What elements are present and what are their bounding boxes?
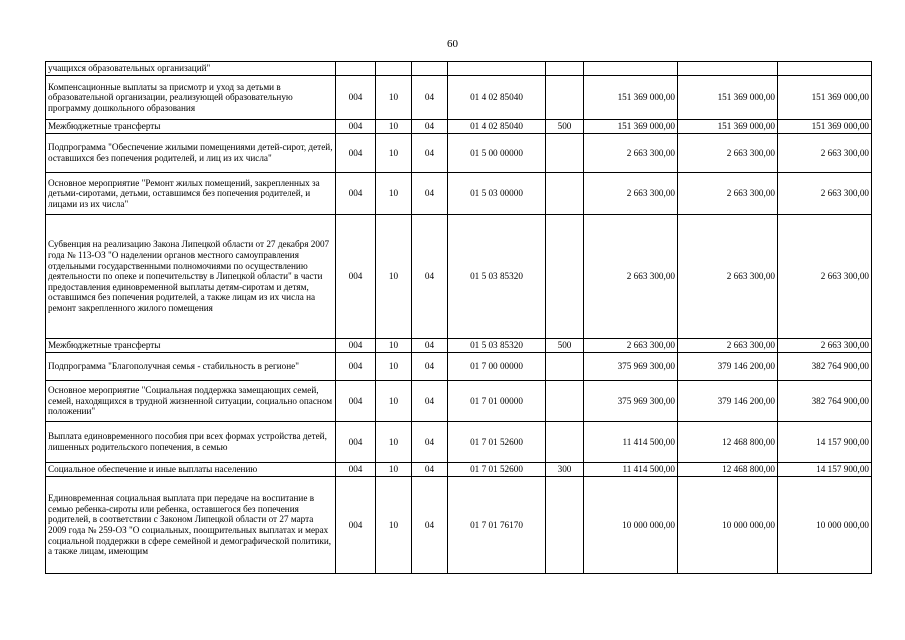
cell-section: 10	[376, 477, 412, 574]
cell-amount-2: 379 146 200,00	[678, 353, 778, 381]
cell-ministry-code: 004	[336, 422, 376, 463]
cell-target-article: 01 5 03 85320	[448, 215, 546, 339]
row-description: Субвенция на реализацию Закона Липецкой области от 27 декабря 2007 года № 113-ОЗ "О наделении органов местного самоуправления отдельными государственными полномочиями по осуществлению деятельности по опеке и попечительству в Липецкой области" в части предоставления единовременной выплаты детям-сиротам и детям, оставшимся без попечения родителей, а также лицам из их числа на ремонт закрепленного жилого помещения	[46, 215, 336, 339]
table-row	[46, 339, 872, 353]
cell-section: 10	[376, 422, 412, 463]
cell-amount-1: 2 663 300,00	[584, 134, 678, 173]
table-row	[46, 381, 872, 422]
cell-subsection: 04	[412, 353, 448, 381]
cell-amount-1	[584, 62, 678, 76]
cell-ministry-code: 004	[336, 381, 376, 422]
cell-amount-2: 379 146 200,00	[678, 381, 778, 422]
cell-ministry-code: 004	[336, 120, 376, 134]
cell-section: 10	[376, 120, 412, 134]
table-row	[46, 422, 872, 463]
cell-amount-3: 151 369 000,00	[778, 120, 872, 134]
cell-amount-2: 151 369 000,00	[678, 76, 778, 120]
cell-amount-1: 11 414 500,00	[584, 463, 678, 477]
cell-amount-3: 2 663 300,00	[778, 173, 872, 215]
cell-amount-3: 2 663 300,00	[778, 134, 872, 173]
cell-ministry-code: 004	[336, 134, 376, 173]
cell-amount-2	[678, 62, 778, 76]
cell-ministry-code: 004	[336, 463, 376, 477]
budget-table	[45, 61, 872, 574]
cell-section	[376, 62, 412, 76]
cell-expense-type	[546, 173, 584, 215]
cell-subsection: 04	[412, 173, 448, 215]
cell-amount-3: 382 764 900,00	[778, 381, 872, 422]
cell-expense-type	[546, 381, 584, 422]
row-description: Единовременная социальная выплата при передаче на воспитание в семью ребенка-сироты или ребенка, оставшегося без попечения родителей, в соответствии с Законом Липецкой области от 27 марта 2009 года № 259-ОЗ "О социальных, поощрительных выплатах и мерах социальной поддержки в сфере семейной и демографической политики, а также лицам, имеющим	[46, 477, 336, 574]
row-description: Межбюджетные трансферты	[46, 120, 336, 134]
row-description: учащихся образовательных организаций"	[46, 62, 336, 76]
cell-expense-type: 300	[546, 463, 584, 477]
cell-amount-2: 12 468 800,00	[678, 422, 778, 463]
cell-expense-type	[546, 353, 584, 381]
cell-subsection: 04	[412, 463, 448, 477]
table-row	[46, 215, 872, 339]
cell-subsection: 04	[412, 215, 448, 339]
cell-target-article: 01 5 03 00000	[448, 173, 546, 215]
cell-amount-1: 151 369 000,00	[584, 76, 678, 120]
table-row	[46, 173, 872, 215]
cell-section: 10	[376, 134, 412, 173]
cell-section: 10	[376, 381, 412, 422]
row-description: Компенсационные выплаты за присмотр и уход за детьми в образовательной организации, реализующей образовательную программу дошкольного образования	[46, 76, 336, 120]
cell-amount-3: 2 663 300,00	[778, 215, 872, 339]
cell-subsection	[412, 62, 448, 76]
table-row	[46, 353, 872, 381]
cell-target-article: 01 4 02 85040	[448, 120, 546, 134]
cell-ministry-code: 004	[336, 339, 376, 353]
cell-amount-1: 10 000 000,00	[584, 477, 678, 574]
cell-expense-type	[546, 62, 584, 76]
cell-subsection: 04	[412, 477, 448, 574]
cell-subsection: 04	[412, 381, 448, 422]
cell-section: 10	[376, 339, 412, 353]
cell-target-article: 01 7 00 00000	[448, 353, 546, 381]
cell-target-article: 01 4 02 85040	[448, 76, 546, 120]
cell-target-article: 01 7 01 52600	[448, 463, 546, 477]
cell-target-article	[448, 62, 546, 76]
cell-ministry-code: 004	[336, 477, 376, 574]
row-description: Межбюджетные трансферты	[46, 339, 336, 353]
table-row	[46, 477, 872, 574]
cell-amount-1: 11 414 500,00	[584, 422, 678, 463]
cell-expense-type	[546, 422, 584, 463]
cell-subsection: 04	[412, 120, 448, 134]
cell-ministry-code	[336, 62, 376, 76]
cell-target-article: 01 5 03 85320	[448, 339, 546, 353]
cell-amount-1: 2 663 300,00	[584, 173, 678, 215]
cell-subsection: 04	[412, 339, 448, 353]
cell-expense-type	[546, 477, 584, 574]
row-description: Подпрограмма "Благополучная семья - стабильность в регионе"	[46, 353, 336, 381]
cell-amount-1: 375 969 300,00	[584, 381, 678, 422]
cell-amount-3	[778, 62, 872, 76]
row-description: Основное мероприятие "Ремонт жилых помещений, закрепленных за детьми-сиротами, детьми, оставшимся без попечения родителей, и лицами из их числа"	[46, 173, 336, 215]
cell-amount-3: 14 157 900,00	[778, 422, 872, 463]
table-row	[46, 134, 872, 173]
cell-expense-type	[546, 215, 584, 339]
page-number: 60	[447, 38, 458, 50]
cell-amount-2: 2 663 300,00	[678, 215, 778, 339]
row-description: Выплата единовременного пособия при всех формах устройства детей, лишенных родительского попечения, в семью	[46, 422, 336, 463]
cell-subsection: 04	[412, 76, 448, 120]
cell-target-article: 01 5 00 00000	[448, 134, 546, 173]
cell-amount-2: 2 663 300,00	[678, 173, 778, 215]
cell-amount-3: 151 369 000,00	[778, 76, 872, 120]
cell-amount-2: 151 369 000,00	[678, 120, 778, 134]
cell-target-article: 01 7 01 76170	[448, 477, 546, 574]
cell-subsection: 04	[412, 422, 448, 463]
cell-ministry-code: 004	[336, 173, 376, 215]
cell-target-article: 01 7 01 00000	[448, 381, 546, 422]
cell-amount-3: 14 157 900,00	[778, 463, 872, 477]
cell-amount-2: 2 663 300,00	[678, 339, 778, 353]
cell-expense-type	[546, 134, 584, 173]
cell-amount-2: 10 000 000,00	[678, 477, 778, 574]
cell-amount-2: 12 468 800,00	[678, 463, 778, 477]
table-row	[46, 76, 872, 120]
table-row	[46, 463, 872, 477]
row-description: Подпрограмма "Обеспечение жилыми помещениями детей-сирот, детей, оставшихся без попечения родителей, и лиц из их числа"	[46, 134, 336, 173]
cell-amount-3: 2 663 300,00	[778, 339, 872, 353]
cell-section: 10	[376, 463, 412, 477]
cell-amount-3: 382 764 900,00	[778, 353, 872, 381]
cell-subsection: 04	[412, 134, 448, 173]
table-row	[46, 62, 872, 76]
cell-amount-1: 2 663 300,00	[584, 339, 678, 353]
cell-expense-type	[546, 76, 584, 120]
cell-ministry-code: 004	[336, 76, 376, 120]
cell-ministry-code: 004	[336, 215, 376, 339]
table-row	[46, 120, 872, 134]
cell-target-article: 01 7 01 52600	[448, 422, 546, 463]
cell-section: 10	[376, 76, 412, 120]
cell-ministry-code: 004	[336, 353, 376, 381]
cell-amount-2: 2 663 300,00	[678, 134, 778, 173]
row-description: Основное мероприятие "Социальная поддержка замещающих семей, семей, находящихся в трудной жизненной ситуации, социально опасном положении"	[46, 381, 336, 422]
cell-section: 10	[376, 215, 412, 339]
cell-section: 10	[376, 353, 412, 381]
row-description: Социальное обеспечение и иные выплаты населению	[46, 463, 336, 477]
cell-amount-1: 151 369 000,00	[584, 120, 678, 134]
cell-amount-3: 10 000 000,00	[778, 477, 872, 574]
cell-section: 10	[376, 173, 412, 215]
cell-amount-1: 2 663 300,00	[584, 215, 678, 339]
cell-expense-type: 500	[546, 120, 584, 134]
cell-expense-type: 500	[546, 339, 584, 353]
cell-amount-1: 375 969 300,00	[584, 353, 678, 381]
